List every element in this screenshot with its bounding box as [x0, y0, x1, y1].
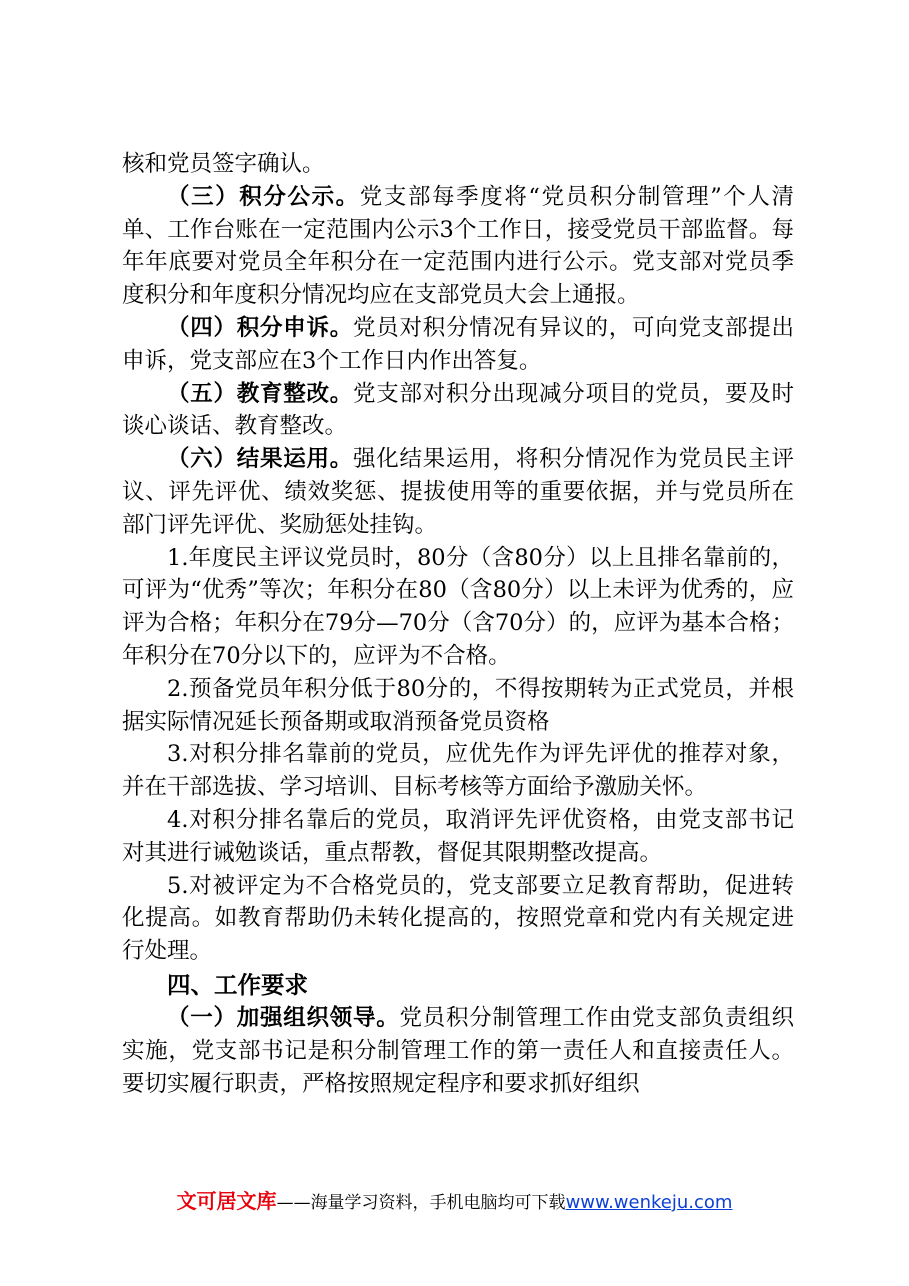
paragraph-text: 2.预备党员年积分低于80分的，不得按期转为正式党员，并根据实际情况延长预备期或取消预备党员资格 [122, 675, 794, 735]
paragraph-text: 4.对积分排名靠后的党员，取消评先评优资格，由党支部书记对其进行诫勉谈话，重点帮教，督促其限期整改提高。 [122, 806, 794, 866]
paragraph-text: 党员积分制管理工作由党支部负责组织实施，党支部书记是积分制管理工作的第一责任人和直接责任人。要切实履行职责，严格按照规定程序和要求抓好组织 [122, 1004, 794, 1097]
paragraph-lead: （四）积分申诉。 [167, 314, 353, 341]
paragraph-results [122, 443, 794, 541]
paragraph-lead: （五）教育整改。 [167, 380, 353, 407]
paragraph-text: 5.对被评定为不合格党员的，党支部要立足教育帮助，促进转化提高。如教育帮助仍未转化提高的，按照党章和党内有关规定进行处理。 [122, 872, 794, 965]
paragraph-appeal [122, 312, 794, 378]
footer-link[interactable]: www.wenkeju.com [565, 1192, 733, 1213]
footer-banner [0, 1185, 909, 1214]
list-item-5 [122, 870, 794, 968]
paragraph-text: 核和党员签字确认。 [122, 151, 325, 177]
footer-slogan: ——海量学习资料，手机电脑均可下载 [276, 1193, 566, 1213]
list-item-3 [122, 738, 794, 804]
paragraph-text: 党支部每季度将“党员积分制管理”个人清单、工作台账在一定范围内公示3个工作日，接受党员干部监督。每年年底要对党员全年积分在一定范围内进行公示。党支部对党员季度积分和年度积分情况均应在支部党员大会上通报。 [122, 183, 794, 309]
paragraph-leadership [122, 1002, 794, 1100]
document-body [122, 148, 794, 1100]
list-item-4 [122, 804, 794, 870]
paragraph-text: 党支部对积分出现减分项目的党员，要及时谈心谈话、教育整改。 [122, 380, 794, 440]
paragraph-text: 1.年度民主评议党员时，80分（含80分）以上且排名靠前的，可评为“优秀”等次；年积分在80（含80分）以上未评为优秀的，应评为合格；年积分在79分—70分（含70分）的，应评为基本合格；年积分在70分以下的，应评为不合格。 [122, 544, 794, 669]
footer-brand: 文可居文库 [176, 1189, 277, 1213]
paragraph-lead: （三）积分公示。 [167, 183, 360, 210]
paragraph-text: 党员对积分情况有异议的，可向党支部提出申诉，党支部应在3个工作日内作出答复。 [122, 314, 794, 374]
paragraph-lead: （六）结果运用。 [167, 446, 353, 473]
paragraph-continuation [122, 148, 794, 181]
paragraph-text: 强化结果运用，将积分情况作为党员民主评议、评先评优、绩效奖惩、提拔使用等的重要依据，并与党员所在部门评先评优、奖励惩处挂钩。 [122, 446, 794, 538]
paragraph-rectification [122, 378, 794, 444]
paragraph-publicity [122, 181, 794, 312]
section-heading: 四、工作要求 [167, 970, 308, 999]
paragraph-lead: （一）加强组织领导。 [167, 1004, 400, 1031]
list-item-2 [122, 673, 794, 739]
paragraph-text: 3.对积分排名靠前的党员，应优先作为评先评优的推荐对象，并在干部选拔、学习培训、目标考核等方面给予激励关怀。 [122, 741, 794, 801]
list-item-1 [122, 542, 794, 673]
